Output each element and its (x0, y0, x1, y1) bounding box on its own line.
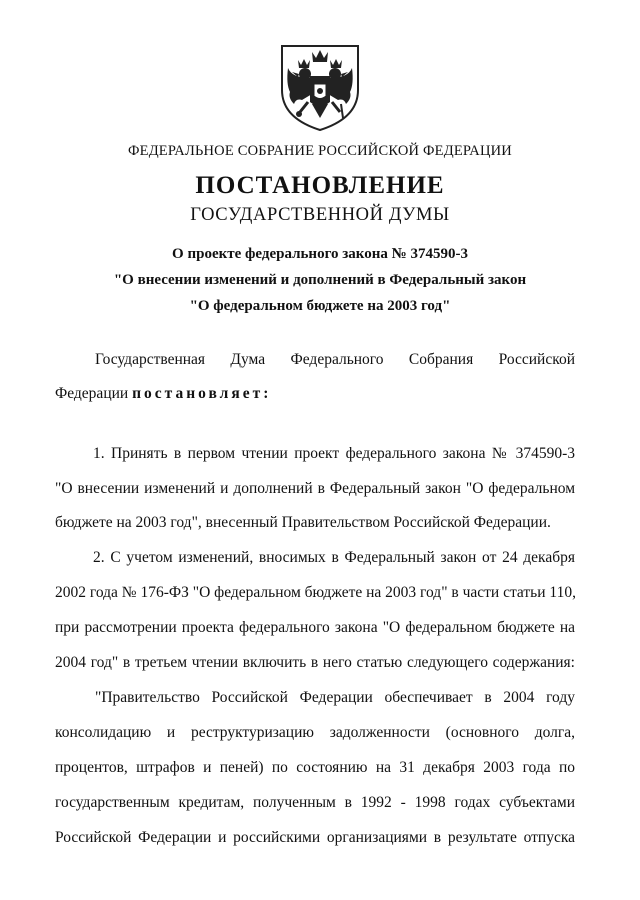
item1-line-3: бюджете на 2003 год", внесенный Правительством Российской Федерации. (55, 514, 551, 531)
preamble-text: Федерации (55, 385, 133, 402)
organization-name: ФЕДЕРАЛЬНОЕ СОБРАНИЕ РОССИЙСКОЙ ФЕДЕРАЦИИ (128, 143, 512, 159)
item2-line-3: при рассмотрении проекта федерального закона "О федеральном бюджете на (55, 619, 575, 636)
quote-line-5: Российской Федерации и российскими организациями в результате отпуска (55, 829, 575, 846)
quote-line-2: консолидацию и реструктуризацию задолженности (основного долга, (55, 724, 575, 741)
quote-line-4: государственным кредитам, полученным в 1992 - 1998 годах субъектами (55, 794, 575, 811)
item2-line-1: 2. С учетом изменений, вносимых в Федеральный закон от 24 декабря (93, 549, 575, 566)
subject-line-1: О проекте федерального закона № 374590-3 (172, 246, 468, 262)
item2-line-2: 2002 года № 176-ФЗ "О федеральном бюджете на 2003 год" в части статьи 110, (55, 584, 576, 601)
item1-line-1: 1. Принять в первом чтении проект федерального закона № 374590-3 (93, 445, 575, 462)
subject-line-2: "О внесении изменений и дополнений в Федеральный закон (113, 272, 527, 288)
quote-line-1: "Правительство Российской Федерации обеспечивает в 2004 году (95, 689, 575, 706)
resolves-keyword: постановляет: (132, 385, 272, 402)
coat-of-arms-emblem (272, 38, 368, 134)
document-issuer: ГОСУДАРСТВЕННОЙ ДУМЫ (190, 205, 450, 225)
document-type: ПОСТАНОВЛЕНИЕ (195, 172, 445, 199)
preamble-line-1: Государственная Дума Федерального Собрания Российской (95, 351, 575, 368)
subject-line-3: "О федеральном бюджете на 2003 год" (189, 298, 451, 314)
quote-line-3: процентов, штрафов и пеней) по состоянию на 31 декабря 2003 года по (55, 759, 575, 776)
item2-line-4: 2004 год" в третьем чтении включить в него статью следующего содержания: (55, 654, 575, 671)
preamble-line-2 (55, 385, 575, 403)
item1-line-2: "О внесении изменений и дополнений в Федеральный закон "О федеральном (55, 480, 575, 497)
